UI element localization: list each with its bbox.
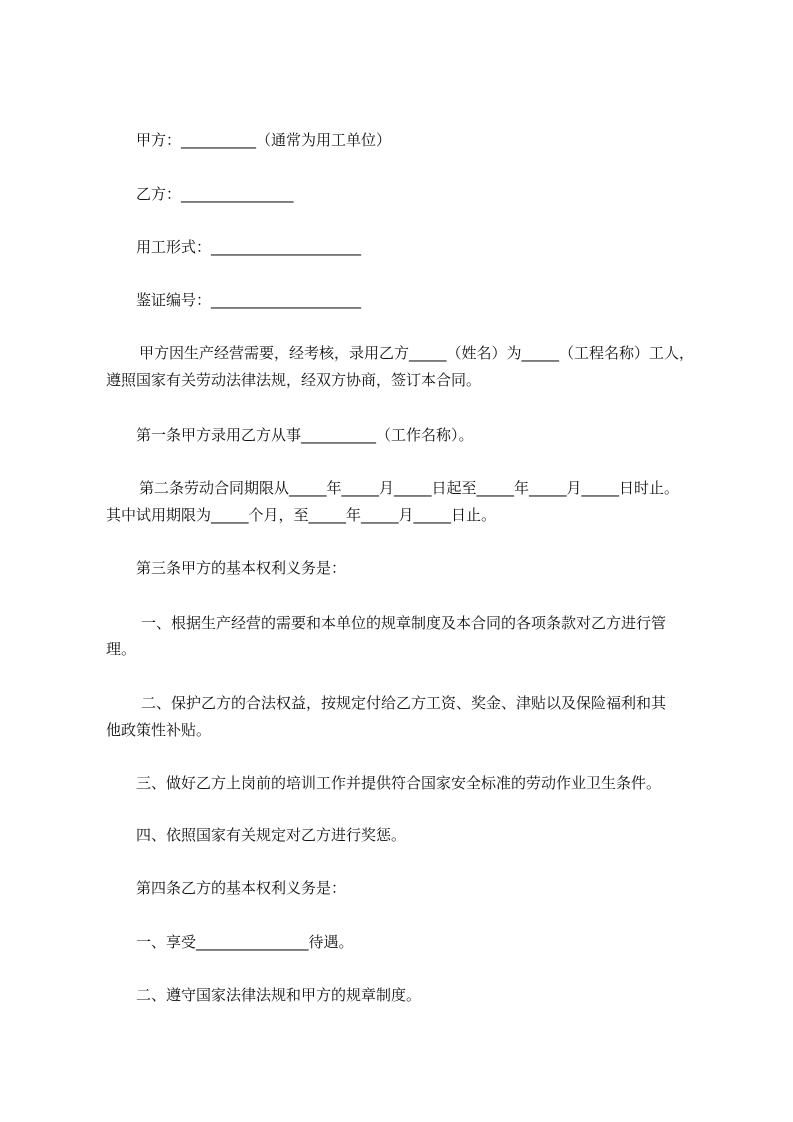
party-b-line: 乙方：_______________	[136, 185, 294, 203]
article-3-item-1-line-1: 一、根据生产经营的需要和本单位的规章制度及本合同的各项条款对乙方进行管	[141, 614, 667, 632]
article-4-item-1: 一、享受_______________待遇。	[136, 933, 354, 951]
employment-form-line: 用工形式：____________________	[136, 238, 362, 256]
article-3-item-2-line-1: 二、保护乙方的合法权益，按规定付给乙方工资、奖金、津贴以及保险福利和其	[141, 694, 667, 712]
article-4-item-2: 二、遵守国家法律法规和甲方的规章制度。	[136, 986, 422, 1004]
article-3-title: 第三条甲方的基本权利义务是：	[136, 559, 347, 577]
article-3-item-1-line-2: 理。	[106, 640, 137, 658]
intro-line-1: 甲方因生产经营需要，经考核，录用乙方_____（姓名）为_____（工程名称）工人，	[139, 344, 695, 362]
party-a-line: 甲方：__________（通常为用工单位）	[136, 131, 392, 149]
authentication-number-line: 鉴证编号：____________________	[136, 291, 362, 309]
article-2-line-2: 其中试用期限为_____个月，至_____年_____月_____日止。	[106, 506, 497, 524]
article-3-item-3: 三、做好乙方上岗前的培训工作并提供符合国家安全标准的劳动作业卫生条件。	[136, 774, 662, 792]
article-4-title: 第四条乙方的基本权利义务是：	[136, 879, 347, 897]
article-3-item-4: 四、依照国家有关规定对乙方进行奖惩。	[136, 826, 407, 844]
article-1-line: 第一条甲方录用乙方从事__________（工作名称）。	[136, 426, 474, 444]
intro-line-2: 遵照国家有关劳动法律法规，经双方协商，签订本合同。	[106, 371, 482, 389]
article-3-item-2-line-2: 他政策性补贴。	[106, 721, 212, 739]
article-2-line-1: 第二条劳动合同期限从_____年_____月_____日起至_____年_____月_____日时止。	[139, 479, 680, 497]
